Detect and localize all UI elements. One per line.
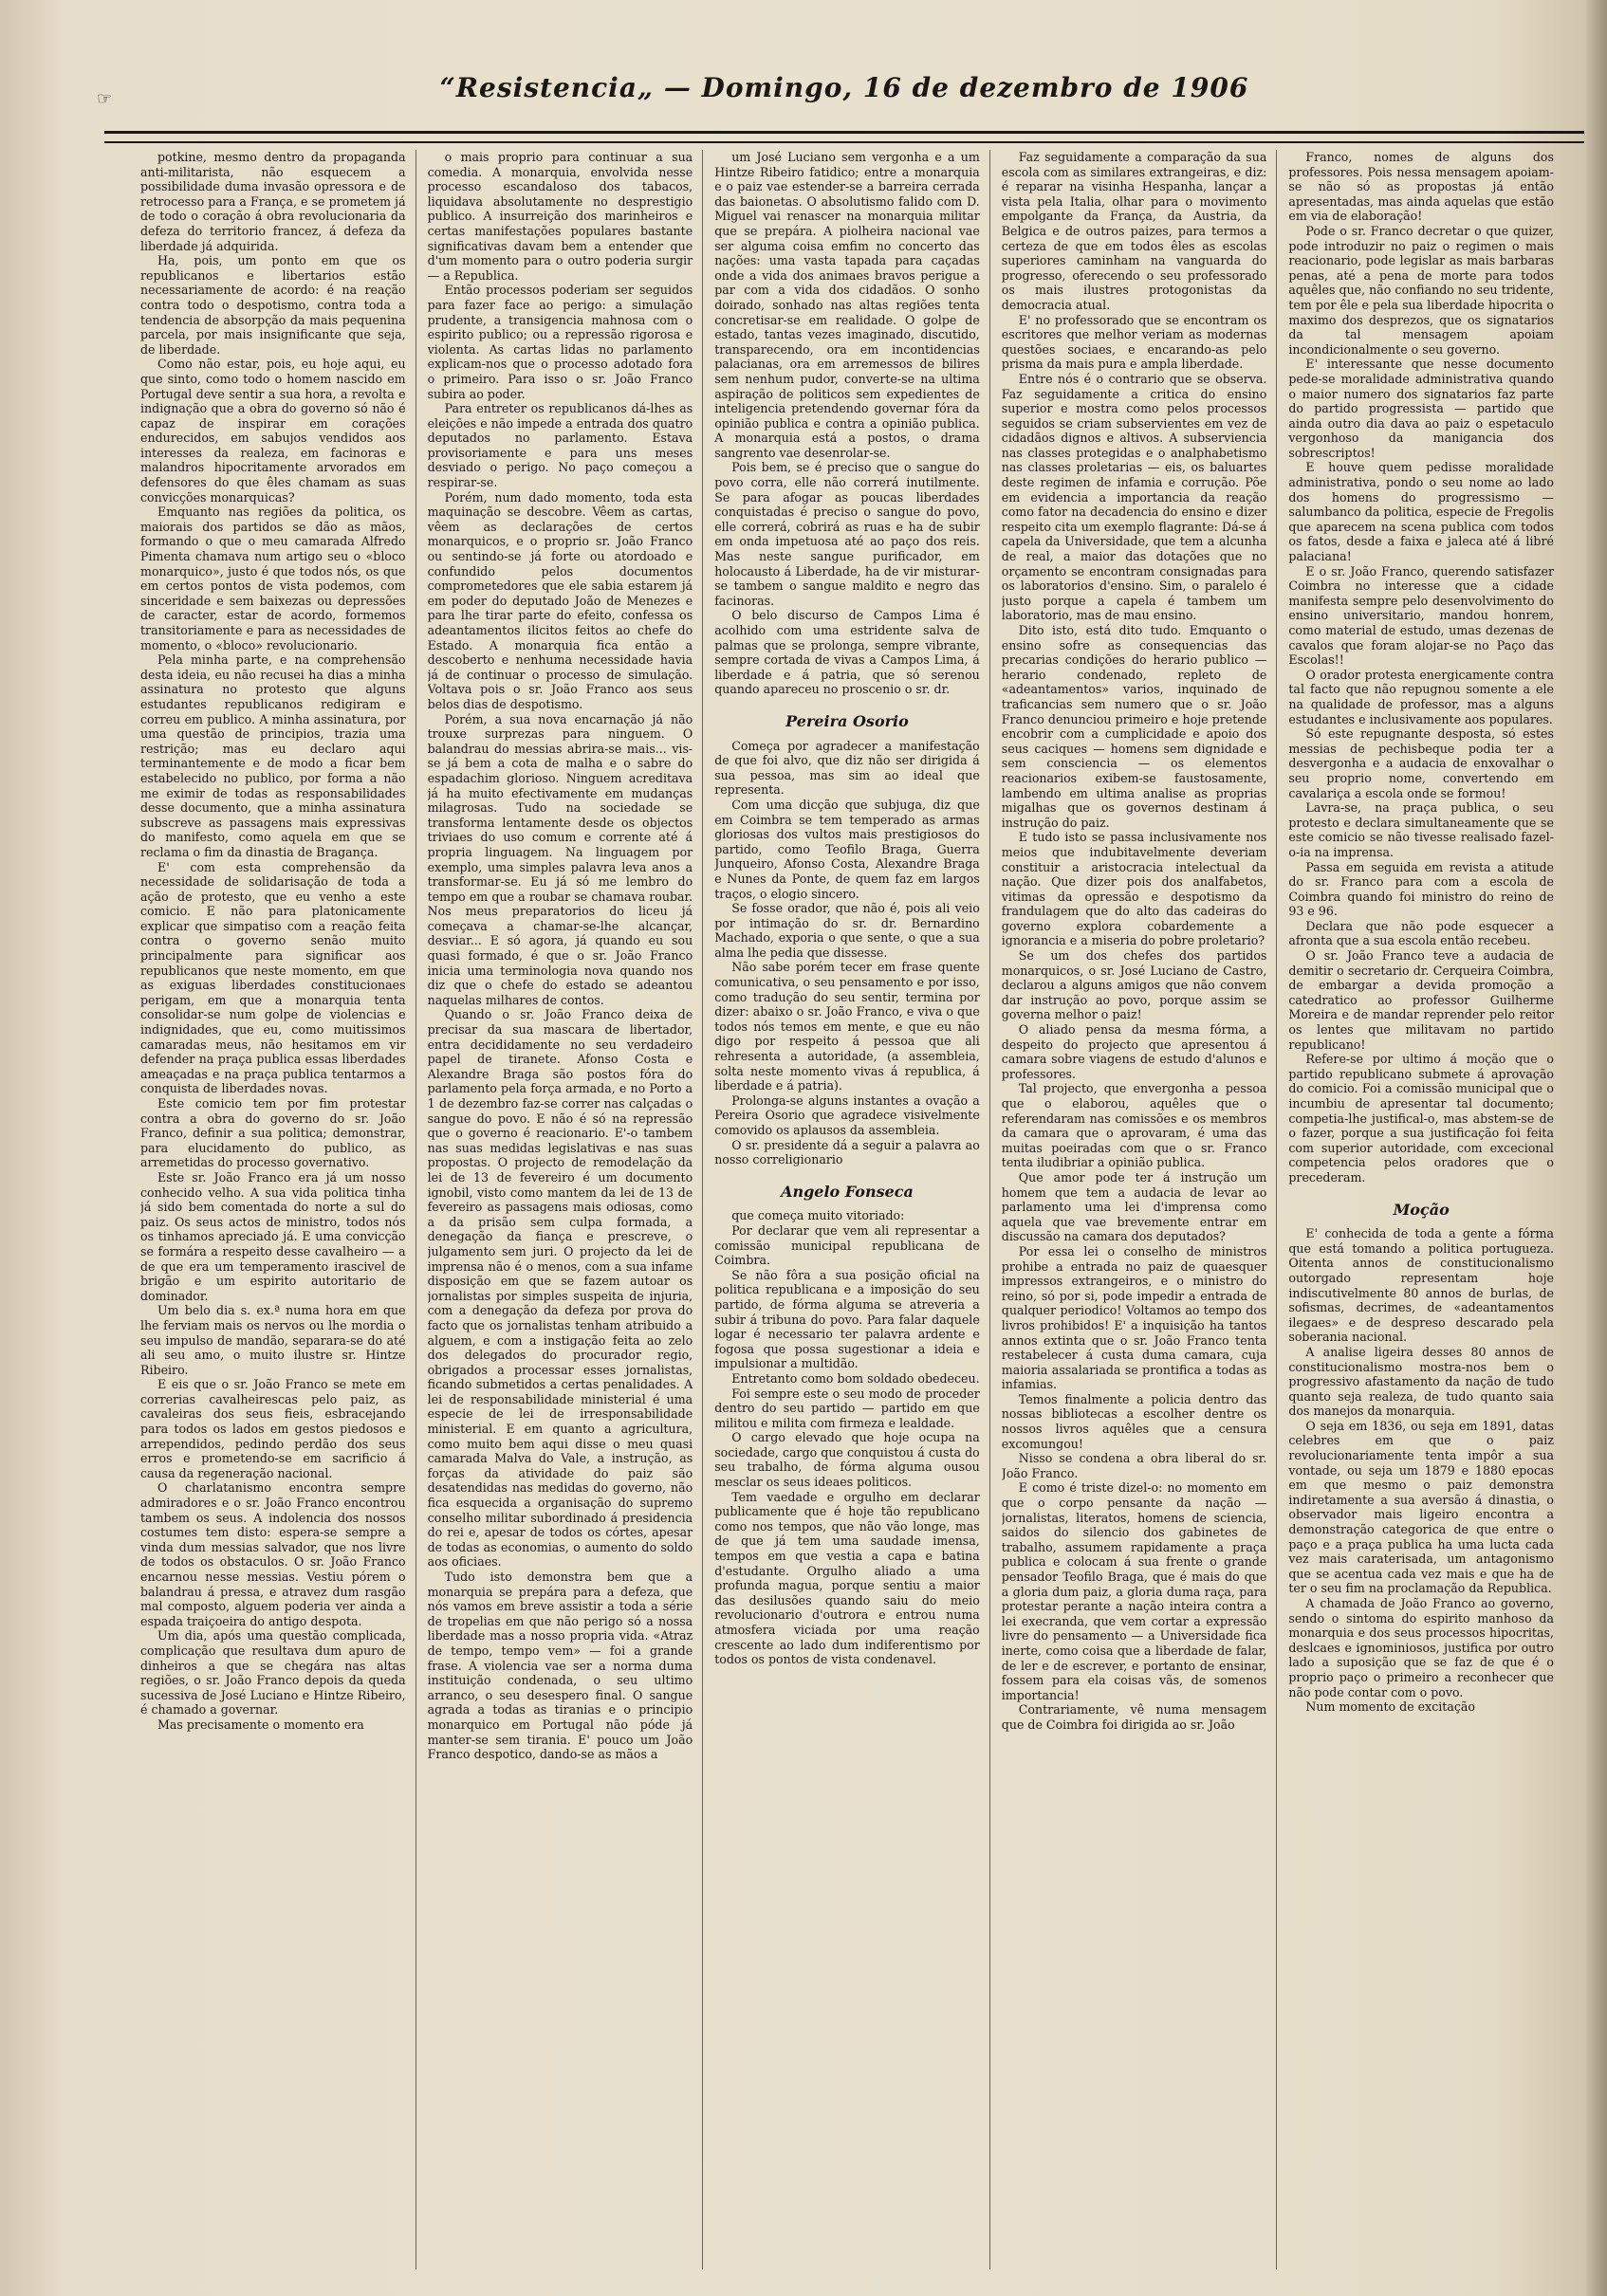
paragraph: O sr. João Franco teve a audacia de demitir o secretario dr. Cerqueira Coimbra, de embargar a devida promoção a catedratico ao professor Guilherme Moreira e de mandar reprender pelo reitor os lentes que militavam no partido republicano! [1288,948,1554,1052]
column-3-text-c [714,1208,980,1666]
paragraph: Com uma dicção que subjuga, diz que em Coimbra se tem temperado as armas gloriosas dos vultos mais prestigiosos do partido, como Teofilo Braga, Guerra Junqueiro, Afonso Costa, Alexandre Braga e Nunes da Ponte, de quem faz em largos traços, o elogio sincero. [714,797,980,901]
paragraph: Para entreter os republicanos dá-lhes as eleições e não impede a entrada dos quatro deputados no parlamento. Estava provisoriamente e para uns meses desviado o perigo. No paço começou a respirar-se. [427,401,693,490]
paragraph: Tem vaedade e orgulho em declarar publicamente que é hoje tão republicano como nos tempos, que não vão longe, mas de que já tem uma saudade imensa, tempos em que vestia a capa e batina d'estudante. Orgulho aliado a uma profunda magua, porque sentiu a maior das desilusões quando saiu do meio revolucionario d'outrora e entrou numa atmosfera viciada por uma reação crescente ao lado dum indiferentismo por todos os pontos de vista condenavel. [714,1489,980,1667]
column-2 [428,150,704,2269]
paragraph: E' interessante que nesse documento pede-se moralidade administrativa quando o maior numero dos signatarios faz parte do partido progressista — partido que ainda outro dia dava ao paiz o espetaculo vergonhoso da manigancia dos sobrescriptos! [1288,357,1554,460]
paragraph: O sr. presidente dá a seguir a palavra ao nosso correligionario [714,1137,980,1167]
paragraph: Emquanto nas regiões da politica, os maiorais dos partidos se dão as mãos, formando o que o meu camarada Alfredo Pimenta chamava num artigo seu o «bloco monarquico», justo é que todos nós, os que em certos pontos de vista podemos, com sinceridade e sem baixezas ou depressões de caracter, estar de acordo, formemos transitoriamente e para as necessidades de momento, o «bloco» revolucionario. [140,505,406,652]
paragraph: Lavra-se, na praça publica, o seu protesto e declara simultaneamente que se este comicio se não tivesse realisado fazel-o-ia na imprensa. [1288,800,1554,859]
paragraph: A chamada de João Franco ao governo, sendo o sintoma do espirito manhoso da monarquia e dos seus processos hipocritas, deslcaes e ignominiosos, justifica por outro lado a suposição que se faz de que é o proprio paço o primeiro a reconhecer que não pode contar com o povo. [1288,1596,1554,1699]
paragraph: Só este repugnante desposta, só estes messias de pechisbeque podia ter a desvergonha e a audacia de enxovalhar o seu proprio nome, convertendo em cavalariça a escola onde se formou! [1288,726,1554,800]
column-5-text-a [1288,150,1554,1185]
speaker-heading-angelo-fonseca: Angelo Fonseca [781,1182,914,1201]
column-3-text-b [714,739,980,1167]
paragraph: Tudo isto demonstra bem que a monarquia se prepára para a defeza, que nós vamos em breve assistir a toda a série de tropelias em que não perigo só a nossa liberdade mas a nosso propria vida. «Atraz de tempo, tempo vem» — foi a grande frase. A violencia vae ser a norma duma instituição condenada, o seu ultimo arranco, o seu desespero final. O sangue agrada a todas as tiranias e o principio monarquico em Portugal não póde já manter-se sem tirania. E' pouco um João Franco despotico, dando-se as mãos a [427,1570,693,1762]
paragraph: o mais proprio para continuar a sua comedia. A monarquia, envolvida nesse processo escandaloso dos tabacos, liquidava absolutamente no desprestigio publico. A insurreição dos marinheiros e certas manifestações populares bastante significativas davam bem a entender que d'um momento para o outro poderia surgir — a Republica. [427,150,693,283]
paragraph: Por declarar que vem ali representar a comissão municipal republicana de Coimbra. [714,1222,980,1268]
paragraph: Este comicio tem por fim protestar contra a obra do governo do sr. João Franco, definir a sua politica; demonstrar, para elucidamento do publico, as arremetidas do processo governativo. [140,1096,406,1170]
paragraph: Pois bem, se é preciso que o sangue do povo corra, elle não correrá inutilmente. Se para afogar as poucas liberdades conquistadas é preciso o sangue do povo, elle correrá, cobrirá as ruas e ha de subir em onda impetuosa até ao paço dos reis. Mas neste sangue purificador, em holocausto á Liberdade, ha de vir misturar-se tambem o sangue maldito e negro das facinoras. [714,460,980,608]
paragraph: Se não fôra a sua posição oficial na politica republicana e a imposição do seu partido, de fórma alguma se atreveria a subir á tribuna do povo. Para falar daquele logar é necessario ter palavra ardente e fogosa que possa sugestionar a ideia e impulsionar a multidão. [714,1267,980,1371]
column-4-text [1002,150,1267,1733]
paragraph: Então processos poderiam ser seguidos para fazer face ao perigo: a simulação prudente, a transigencia mahnosa com o espirito publico; ou a repressão rigorosa e violenta. As cartas lidas no parlamento explicam-nos que o processo adotado fora o primeiro. Para isso o sr. João Franco subira ao poder. [427,283,693,401]
paragraph: Pode o sr. Franco decretar o que quizer, pode introduzir no paiz o regimen o mais reacionario, pode legislar as mais barbaras penas, até a pena de morte para todos aquêles que, não confiando no seu tridente, tem por êle e pela sua liberdade hipocrita o maximo dos desprezos, que os signatarios da tal mensagem apoiam incondicionalmente o seu governo. [1288,223,1554,357]
paragraph: E como é triste dizel-o: no momento em que o corpo pensante da nação — jornalistas, literatos, homens de sciencia, saidos do silencio dos gabinetes de trabalho, assumem rapidamente a praça publica e colocam á sua frente o grande pensador Teofilo Braga, que é mais do que a gloria dum paiz, a gloria duma raça, para protestar perante a nação inteira contra a lei execranda, que vem cortar a expressão livre do pensamento — a Universidade fica inerte, como coisa que a liberdade de falar, de ler e de escrever, e portanto de ensinar, fossem para ela coisas vãs, de somenos importancia! [1001,1480,1267,1702]
paragraph: Num momento de excitação [1305,1699,1475,1715]
column-2-text [428,150,693,1762]
paragraph: Foi sempre este o seu modo de proceder dentro do seu partido — partido em que militou e milita com firmeza e lealdade. [714,1386,980,1430]
paragraph: Quando o sr. João Franco deixa de precisar da sua mascara de libertador, entra decididamente no seu verdadeiro papel de tiranete. Afonso Costa e Alexandre Braga são postos fóra do parlamento pela força armada, e no Porto a 1 de dezembro faz-se correr nas calçadas o sangue do povo. E não é só na repressão que o governo é reacionario. E'-o tambem nas suas medidas legislativas e nas suas propostas. O projecto de remodelação da lei de 13 de fevereiro é um documento ignobil, visto como mantem da lei de 13 de fevereiro as passagens mais odiosas, como a da prisão sem culpa formada, a denegação da fiança e prescreve, o julgamento sem juri. O projecto da lei de imprensa não é o menos, com a sua infame disposição em que se fazem autoar os jornalistas por simples suspeita de injuria, com a denegação da defeza por prova do facto que os jornalistas tenham atribuido a alguem, e com a instigação feita ao zelo dos delegados do procurador regio, obrigados a processar esses jornalistas, ficando submetidos a certas penalidades. A lei de responsabilidade ministerial é uma especie de lei de irresponsabilidade ministerial. E em quanto a agricultura, como muito bem aqui disse o meu quasi camarada Malva do Vale, a instrução, as forças da atividade do paiz são desatendidas nas medidas do governo, não fica esquecida a organisação do supremo conselho militar subordinado á presidencia do rei e, apesar de todos os córtes, apesar de todas as economias, o aumento do soldo aos oficiaes. [427,1007,693,1570]
paragraph: Se fosse orador, que não é, pois ali veio por intimação do sr. dr. Bernardino Machado, exporia o que sente, o que a sua alma lhe pedia que dissesse. [714,901,980,960]
paragraph: Começa por agradecer a manifestação de que foi alvo, que diz não ser dirigida á sua pessoa, mas sim ao ideal que representa. [714,738,980,798]
paragraph: E' conhecida de toda a gente a fórma que está tomando a politica portugueza. Oitenta annos de constitucionalismo outorgado representam hoje indiscutivelmente 80 annos de burlas, de sofismas, decrimes, de «adeantamentos ilegaes» e de despreso descarado pela soberania nacional. [1288,1226,1554,1345]
paragraph: O aliado pensa da mesma fórma, a despeito do projecto que apresentou á camara sobre viagens de estudo d'alunos e professores. [1001,1022,1267,1081]
column-3 [714,150,990,2269]
paragraph: Não sabe porém tecer em frase quente comunicativa, o seu pensamento e por isso, como tradução do seu sentir, termina por dizer: abaixo o sr. João Franco, e viva o que todos nós temos em mente, e que eu não digo por respeito á pessoa que ali rehresenta a autoridade, (a assembleia, solta neste momento vivas á republica, á liberdade e á patria). [714,960,980,1093]
paragraph: Tal projecto, que envergonha a pessoa que o elaborou, aquêles que o referendaram nas comissões e os membros da camara que o aprovaram, é uma das muitas poeiradas com que o sr. Franco tenta iludibriar a opinião publica. [1001,1081,1267,1170]
section-heading-mocao: Moção [1393,1200,1450,1219]
paragraph: Porém, a sua nova encarnação já não trouxe surprezas para ninguem. O balandrau do messias abrira-se mais... vis-se já bem a cota de malha e o sabre do espadachim glorioso. Ninguem acreditava já ha muito efectivamente em mudanças milagrosas. Tudo na sociedade se transforma lentamente desde os objectos triviaes do uso comum e corrente até á propria linguagem. Na linguagem por exemplo, uma simples palavra leva anos a transformar-se. Eu já só me lembro do tempo em que a roubar se chamava roubar. Nos meus preparatorios do liceu já começava a chamar-se-lhe alcançar, desviar... E só agora, já quando eu sou quasi formado, é que o sr. João Franco inicia uma terminologia nova quando nos diz que o chefe do estado se adeantou naquelas milhares de contos. [427,711,693,1007]
paragraph: Contrariamente, vê numa mensagem que de Coimbra foi dirigida ao sr. João [1001,1702,1267,1732]
column-5-text-b [1288,1226,1554,1715]
column-1-text [140,150,406,1733]
paragraph: Que amor pode ter á instrução um homem que tem a audacia de levar ao parlamento uma lei d'imprensa como aquela que vae brevemente entrar em discussão na camara dos deputados? [1001,1169,1267,1244]
paragraph: Um dia, após uma questão complicada, complicação que resultava dum apuro de dinheiros a que se chegára nas altas regiões, o sr. João Franco depois da queda sucessiva de José Luciano e Hintze Ribeiro, é chamado a governar. [140,1628,406,1717]
paragraph: Porém, num dado momento, toda esta maquinação se descobre. Vêem as cartas, vêem as declarações de certos monarquicos, e o proprio sr. João Franco ou sentindo-se já forte ou atordoado e confundido pelos documentos comprometedores que ele sabia estarem já em poder do deputado João de Menezes e para lhe tirar parte do efeito, confessa os adeantamentos ilicitos feitos ao chefe do Estado. A monarquia fica então a descoberto e nenhuma necessidade havia já de continuar o processo de simulação. Voltava pois o sr. João Franco aos seus belos dias de despotismo. [427,489,693,711]
column-1 [140,150,416,2269]
speaker-heading-pereira-osorio: Pereira Osorio [785,711,909,730]
paragraph: um José Luciano sem vergonha e a um Hintze Ribeiro fatidico; entre a monarquia e o paiz vae estender-se a barreira cerrada das baionetas. O absolutismo falido com D. Miguel vai renascer na monarquia militar que se prepára. A piolheira nacional vae ser alguma coisa emfim no concerto das nações: uma vasta tapada para caçadas onde a vida dos animaes bravos perigue a par com a vida dos cidadãos. O sonho doirado, sonhado nas altas regiões tenta concretisar-se em realidade. O golpe de estado, tantas vezes imaginado, discutido, transparecendo, ora em incontidencias palacianas, ora em arremessos de bilires sem nenhum pudor, converte-se na ultima aspiração de politicos sem expedientes de inteligencia pretendendo governar fóra da opinião publica e contra a opinião publica. A monarquia está a postos, o drama sangrento vae desenrolar-se. [714,150,980,460]
paragraph: potkine, mesmo dentro da propaganda anti-militarista, não esquecem a possibilidade duma invasão opressora e de retrocesso para a França, e se prometem já de todo o coração á obra revolucionaria da defeza do territorio francez, á defeza da liberdade já adquirida. [140,150,406,253]
column-5 [1288,150,1563,2269]
paragraph: A analise ligeira desses 80 annos de constitucionalismo mostra-nos bem o progressivo afastamento da nação de tudo quanto seja realeza, de tudo quanto saia dos manejos da monarquia. [1288,1344,1554,1419]
paragraph: Pela minha parte, e na comprehensão desta ideia, eu não recusei ha dias a minha assinatura no protesto que alguns estudantes republicanos redigiram e correu em publico. A minha assinatura, por uma questão de principios, trazia uma restrição; mas eu declaro aqui terminantemente e de modo a ficar bem estabelecido no publico, por forma a não me eximir de todas as responsabilidades desse documento, que a minha assinatura subscreve as passagens mais expressivas do manifesto, como aquela em que se reclama o fim da dinastia de Bragança. [140,652,406,859]
paragraph: E' com esta comprehensão da necessidade de solidarisação de toda a ação de protesto, que eu venho a este comicio. E não para platonicamente explicar que simpatiso com a reação feita contra o governo senão muito principalmente para significar aos republicanos que neste momento, em que as exiguas liberdades constitucionaes perigam, em que a monarquia tenta consolidar-se num golpe de violencias e indignidades, que eu, como muitissimos camaradas meus, não hesitamos em vir defender na praça publica essas liberdades ameaçadas e na praça publica tentarmos a conquista de liberdades novas. [140,859,406,1096]
paragraph: E houve quem pedisse moralidade administrativa, pondo o seu nome ao lado dos homens do progressismo — salumbanco da politica, especie de Fregolis que aparecem na scena publica com todos os fatos, desde a faixa e jaleca até á libré palaciana! [1288,460,1554,564]
paragraph: Dito isto, está dito tudo. Emquanto o ensino sofre as consequencias das precarias condições do herario publico — herario condenado, repleto de «adeantamentos» varios, inquinado de traficancias sem numero que o sr. João Franco denunciou primeiro e hoje pretende encobrir com a cumplicidade e apoio dos seus caciques — homens sem dignidade e sem consciencia — os elementos reacionarios exibem-se faustosamente, lambendo em ultima analise as proprias migalhas que os governos destinam á instrução do paiz. [1001,623,1267,830]
paragraph: Declara que não pode esquecer a afronta que a sua escola então recebeu. [1288,918,1554,948]
paragraph: Mas precisamente o momento era [157,1717,364,1732]
paragraph: Se um dos chefes dos partidos monarquicos, o sr. José Luciano de Castro, declarou a alguns amigos que não convem dar instrução ao povo, porque assim se governa melhor o paiz! [1001,948,1267,1022]
paragraph: O charlatanismo encontra sempre admiradores e o sr. João Franco encontrou tambem os seus. A indolencia dos nossos costumes tem disto: espera-se sempre a vinda dum messias salvador, que nos livre de todos os obstaculos. O sr. João Franco encarnou nesse messias. Vestiu pórem o balandrau á pressa, e atravez dum rasgão mal composto, alguem poderia ver ainda a espada traiçoeira do antigo despota. [140,1480,406,1628]
paragraph: que começa muito vitoriado: [731,1208,905,1223]
page-header [97,68,1584,135]
column-3-text-a [714,150,980,697]
paragraph: Faz seguidamente a comparação da sua escola com as similares extrangeiras, e diz: é reparar na visinha Hespanha, lançar a vista pela Italia, olhar para o movimento empolgante da França, da Austria, da Belgica e de outros paizes, para termos a certeza de que em todos êles as escolas superiores caminham na vanguarda do progresso, oferecendo o seu professorado os mais ilustres protogonistas da democracia atual. [1001,150,1267,312]
page-edge-shadow [1586,0,1607,2296]
paragraph: Por essa lei o conselho de ministros prohibe a entrada no paiz de quaesquer impressos extrangeiros, e o ministro do reino, só por si, pode impedir a entrada de qualquer periodico! Voltamos ao tempo dos livros prohibidos! E' a inquisição ha tantos annos extinta que o sr. João Franco tenta restabelecer á custa duma camara, cuja maioria assalariada se prontifica a todas as infamias. [1001,1243,1267,1392]
paragraph: Passa em seguida em revista a atitude do sr. Franco para com a escola de Coimbra quando foi ministro do reino de 93 e 96. [1288,859,1554,919]
paragraph: Prolonga-se alguns instantes a ovação a Pereira Osorio que agradece visivelmente comovido os aplausos da assembleia. [714,1093,980,1137]
paragraph: Entretanto como bom soldado obedeceu. [731,1370,980,1386]
paragraph: Temos finalmente a policia dentro das nossas bibliotecas a escolher dentre os nossos livros aquêles que a censura excomungou! [1001,1391,1267,1451]
article-columns [140,150,1563,2269]
header-rule [104,131,1584,143]
paragraph: Ha, pois, um ponto em que os republicanos e libertarios estão necessariamente de acordo: é na reação contra todo o despotismo, contra toda a tendencia de absorpção da mais pequenina parcela, por mais insignificante que seja, de liberdade. [140,253,406,357]
paragraph: E eis que o sr. João Franco se mete em correrias cavalheirescas pelo paiz, as cavaleiras dos seus fieis, esbracejando para todos os lados em gestos piedosos e arrependidos, pedindo perdão dos seus erros e prometendo-se em sacrificio á causa da regeneração nacional. [140,1377,406,1480]
paragraph: O seja em 1836, ou seja em 1891, datas celebres em que o paiz revolucionariamente tenta impôr a sua vontade, ou seja um 1879 e 1880 epocas em que mesmo o paiz demonstra indiretamente a sua aversão á dinastia, o observador mais ligeiro encontra a demonstração categorica de que entre o paço e a praça publica ha uma lucta cada vez mais caraterisada, um antagonismo que se acentua cada vez mais e que ha de ter o seu fim na proclamação da Republica. [1288,1418,1554,1596]
paragraph: Franco, nomes de alguns dos professores. Pois nessa mensagem apoiam-se não só as propostas já então apresentadas, mas ainda aquelas que estão em via de elaboração! [1288,150,1554,224]
masthead-title: “Resistencia„ — Domingo, 16 de dezembro de 1906 [439,72,1249,103]
paragraph: O orador protesta energicamente contra tal facto que não repugnou somente a ele na qualidade de professor, mas a alguns estudantes e inclusivamente aos populares. [1288,667,1554,726]
paragraph: O cargo elevado que hoje ocupa na sociedade, cargo que conquistou á custa do seu trabalho, de fórma alguma ousou mesclar os seus ideaes politicos. [714,1430,980,1490]
paragraph: Refere-se por ultimo á moção que o partido republicano submete á aprovação do comicio. Foi a comissão municipal que o incumbiu de apresentar tal documento; competia-lhe justifical-o, mas abstem-se de o fazer, porque a sua justificação foi feita com superior autoridade, com excecional competencia pelos oradores que o precederam. [1288,1052,1554,1185]
column-4 [1002,150,1278,2269]
paragraph: O belo discurso de Campos Lima é acolhido com uma estridente salva de palmas que se prolonga, sempre vibrante, sempre cortada de vivas a Campos Lima, á liberdade e á patria, que só serenou quando apareceu no proscenio o sr. dr. [714,608,980,697]
pointing-hand-icon: ☞ [97,89,113,109]
paragraph: Este sr. João Franco era já um nosso conhecido velho. A sua vida politica tinha já sido bem comentada do norte a sul do paiz. Os seus actos de ministro, todos nós os tinhamos apreciado já. E uma convicção se formára a respeito desse cavalheiro — a de que era um temperamento irascivel de brigão e um espirito autoritario de dominador. [140,1169,406,1303]
paragraph: Nisso se condena a obra liberal do sr. João Franco. [1001,1451,1267,1480]
paragraph: Um belo dia s. ex.ª numa hora em que lhe ferviam mais os nervos ou lhe mordia o seu impulso de mandão, separara-se do até ali seu amo, o muito ilustre sr. Hintze Ribeiro. [140,1303,406,1377]
paragraph: E o sr. João Franco, querendo satisfazer Coimbra no interesse que a cidade manifesta sempre pelo desenvolvimento do ensino universitario, mandou honrem, como material de estudo, umas dezenas de cavalos que foram alojar-se no Paço das Escolas!! [1288,563,1554,668]
paragraph: Entre nós é o contrario que se observa. Faz seguidamente a critica do ensino superior e mostra como pelos processos seguidos se criam subservientes em vez de cidadãos dignos e altivos. A subserviencia nas classes protegidas e o analphabetismo nas classes proletarias — eis, os baluartes deste regimen de infamia e corrução. Põe em evidencia a importancia da reação como fator na decadencia do ensino e dizer respeito cita um exemplo flagrante: Dá-se á capela da Universidade, que tem a alcunha de real, a maior das dotações que no orçamento se encontram consignadas para os laboratorios d'ensino. Sim, o paralelo é justo porque a capela é tambem um laboratorio, mas de mau ensino. [1001,371,1267,623]
paragraph: E' no professorado que se encontram os escritores que melhor veriam as modernas questões sociaes, e encarando-as pelo prisma da mais pura e ampla liberdade. [1001,312,1267,372]
paragraph: E tudo isto se passa inclusivamente nos meios que indubitavelmente deveriam constituir a aristocracia intelectual da nação. Que dizer pois dos analfabetos, vitimas da opressão e despotismo da frandulagem que do alto das cadeiras do governo explora cobardemente a ignorancia e a miseria do pobre proletario? [1001,830,1267,948]
paragraph: Como não estar, pois, eu hoje aqui, eu que sinto, como todo o homem nascido em Portugal deve sentir a sua hora, a revolta e indignação que a obra do governo só não é capaz de inspirar em corações endurecidos, em sabujos vendidos aos interesses da realeza, em facinoras e malandros hipocritamente arvorados em defensores do que êles chamam as suas convicções monarquicas? [140,357,406,505]
